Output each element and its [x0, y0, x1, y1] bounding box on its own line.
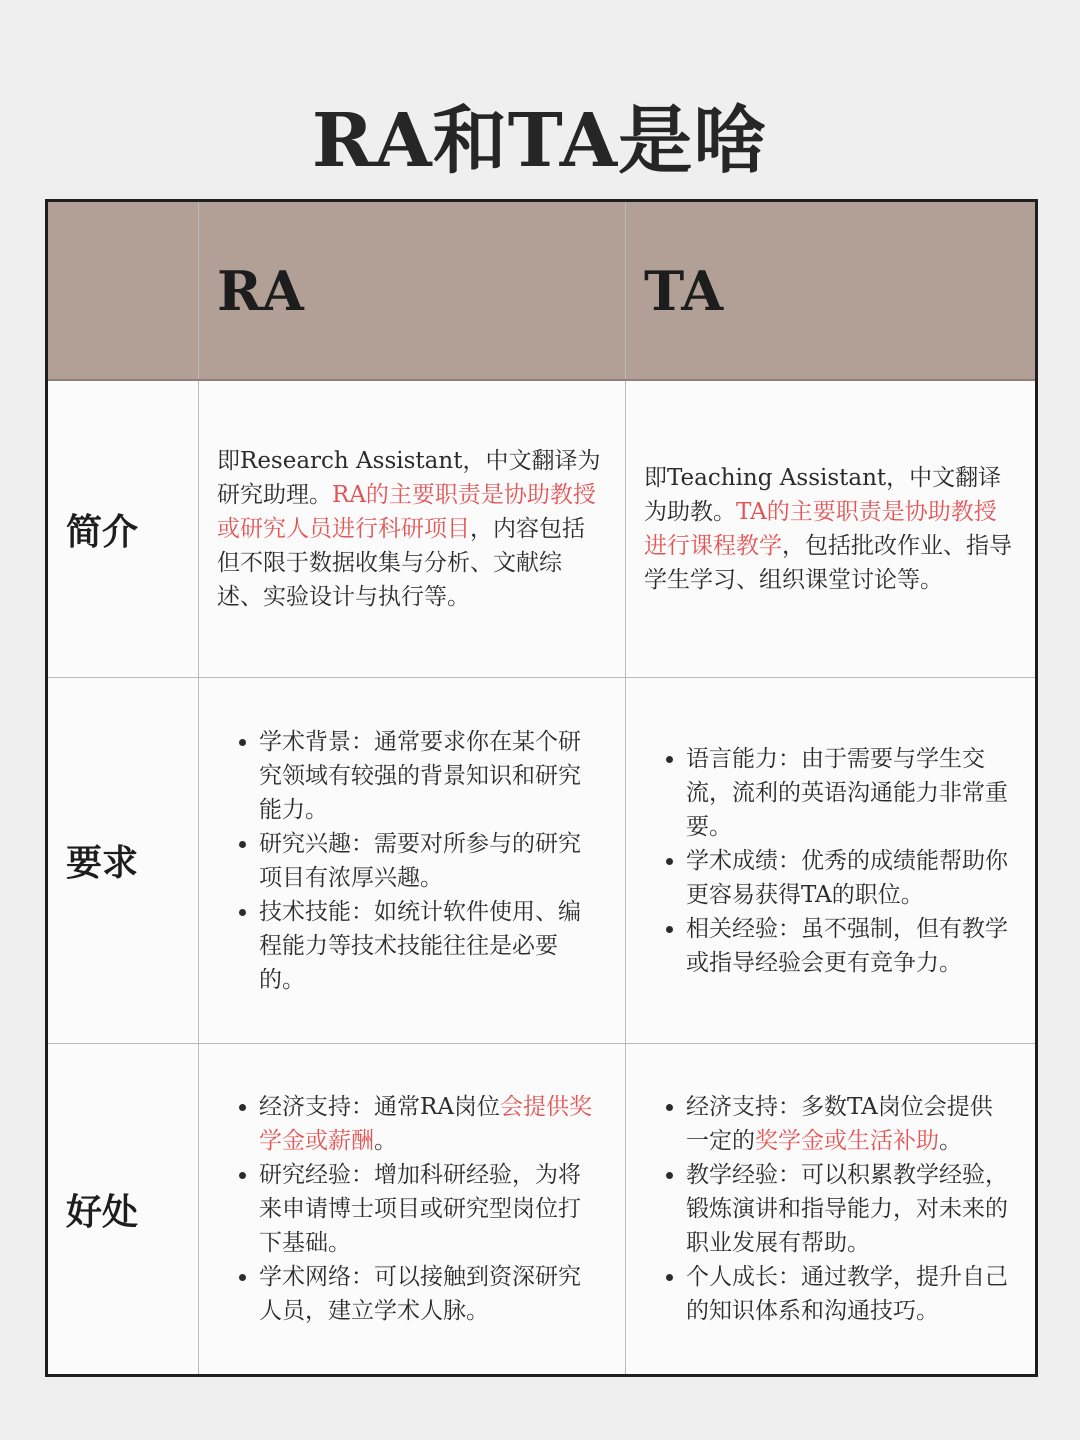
list-item	[259, 1090, 603, 1158]
list-item: • 学术背景：通常要求你在某个研究领域有较强的背景知识和研究能力。	[259, 725, 603, 827]
list-item: • 学术网络：可以接触到资深研究人员，建立学术人脉。	[259, 1260, 603, 1328]
intro-ta-text	[626, 461, 1035, 597]
benefits-ra-list	[199, 1090, 625, 1328]
column-title-ra: RA	[217, 258, 304, 323]
intro-ta-text-rest: ，包括批改作业、指导学生学习、组织课堂讨论等。	[644, 533, 1012, 593]
list-item: • 研究兴趣：需要对所参与的研究项目有浓厚兴趣。	[259, 827, 603, 895]
row-label-requirements: 要求	[66, 842, 139, 884]
requirements-ta-list	[626, 742, 1035, 980]
intro-ta-text-highlight: TA的主要职责是协助教授进行课程教学	[644, 499, 997, 559]
list-item: • 技术技能：如统计软件使用、编程能力等技术技能往往是必要的。	[259, 895, 603, 997]
table-header-row	[47, 201, 1037, 381]
list-item: • 研究经验：增加科研经验，为将来申请博士项目或研究型岗位打下基础。	[259, 1158, 603, 1260]
intro-ta-text-plain: 即Teaching Assistant，中文翻译为助教。	[644, 465, 1002, 525]
intro-ra-cell	[199, 380, 626, 678]
intro-ra-text-plain: 即Research Assistant，中文翻译为研究助理。	[217, 448, 601, 508]
benefit-text-plain: 经济支持：通常RA岗位	[259, 1094, 500, 1120]
benefit-text-rest: 。	[374, 1128, 397, 1154]
intro-ra-text	[199, 444, 625, 614]
list-item: • 学术成绩：优秀的成绩能帮助你更容易获得TA的职位。	[686, 844, 1013, 912]
list-item: • 相关经验：虽不强制，但有教学或指导经验会更有竞争力。	[686, 912, 1013, 980]
benefits-ra-cell	[199, 1044, 626, 1376]
comparison-table	[45, 199, 1038, 1377]
table-row-requirements	[47, 678, 1037, 1044]
row-label-cell	[47, 1044, 199, 1376]
row-label-cell	[47, 678, 199, 1044]
requirements-ra-list	[199, 725, 625, 997]
header-cell-ta	[626, 201, 1037, 381]
benefit-text-plain: 经济支持：多数TA岗位会提供一定的	[686, 1094, 993, 1154]
table-row-benefits	[47, 1044, 1037, 1376]
benefit-text-highlight: 奖学金或生活补助	[755, 1128, 939, 1154]
benefits-ta-list	[626, 1090, 1035, 1328]
requirements-ra-cell	[199, 678, 626, 1044]
list-item: • 个人成长：通过教学，提升自己的知识体系和沟通技巧。	[686, 1260, 1013, 1328]
row-label-benefits: 好处	[66, 1190, 139, 1233]
benefits-ta-cell	[626, 1044, 1037, 1376]
benefit-text-rest: 。	[939, 1128, 962, 1154]
header-cell-ra	[199, 201, 626, 381]
column-title-ta: TA	[644, 258, 724, 323]
requirements-ta-cell	[626, 678, 1037, 1044]
row-label-cell	[47, 380, 199, 678]
intro-ra-text-rest: ，内容包括但不限于数据收集与分析、文献综述、实验设计与执行等。	[217, 516, 585, 610]
page-title: RA和TA是啥	[311, 98, 769, 184]
header-corner-cell	[47, 201, 199, 381]
benefit-text-highlight: 会提供奖学金或薪酬	[259, 1094, 592, 1154]
list-item: • 教学经验：可以积累教学经验，锻炼演讲和指导能力，对未来的职业发展有帮助。	[686, 1158, 1013, 1260]
list-item	[686, 1090, 1013, 1158]
intro-ta-cell	[626, 380, 1037, 678]
table-row-intro	[47, 380, 1037, 678]
intro-ra-text-highlight: RA的主要职责是协助教授或研究人员进行科研项目	[217, 482, 596, 542]
list-item: • 语言能力：由于需要与学生交流，流利的英语沟通能力非常重要。	[686, 742, 1013, 844]
row-label-intro: 简介	[66, 510, 139, 553]
